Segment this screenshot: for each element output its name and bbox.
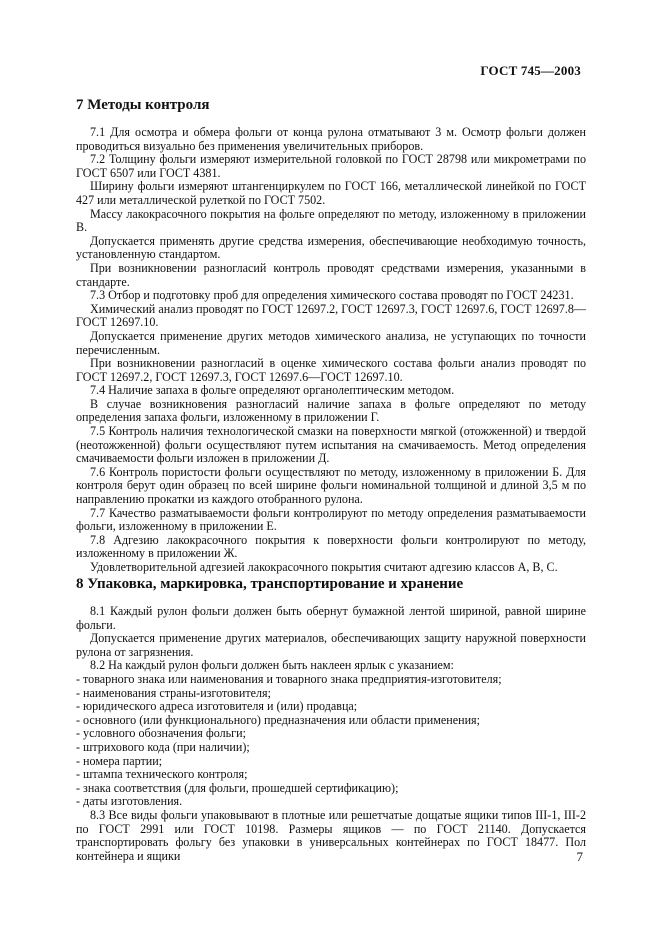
paragraph: - знака соответствия (для фольги, прошедшей сертификацию);	[76, 780, 399, 795]
paragraph: 7.8 Адгезию лакокрасочного покрытия к поверхности фольги контролируют по методу, изложенному в приложении Ж.	[76, 532, 586, 561]
paragraph: Массу лакокрасочного покрытия на фольге определяют по методу, изложенному в приложении В.	[76, 206, 586, 235]
paragraph: Ширину фольги измеряют штангенциркулем по ГОСТ 166, металлической линейкой по ГОСТ 427 или металлической рулеткой по ГОСТ 7502.	[76, 179, 586, 207]
paragraph: 7.5 Контроль наличия технологической смазки на поверхности мягкой (отожженной) и твердой (неотожженной) фольги осуществляют путем испытания на смачиваемость. Метод определения смачиваемости фольги изложен в приложении Д.	[76, 424, 586, 466]
section-8-heading: 8 Упаковка, маркировка, транспортирование и хранение	[76, 576, 464, 592]
paragraph: - основного (или функционального) предназначения или области применения;	[76, 712, 480, 727]
paragraph: 8.2 На каждый рулон фольги должен быть наклеен ярлык с указанием:	[90, 658, 454, 673]
section-7-body	[76, 126, 586, 575]
paragraph: Допускается применение других методов химического анализа, не уступающих по точности перечисленным.	[76, 328, 586, 357]
paragraph: 7.1 Для осмотра и обмера фольги от конца рулона отматывают 3 м. Осмотр фольги должен проводиться визуально без применения увеличительных приборов.	[76, 125, 586, 153]
document-code-header: ГОСТ 745—2003	[480, 63, 581, 78]
paragraph: 7.4 Наличие запаха в фольге определяют органолептическим методом.	[90, 383, 455, 398]
paragraph: - даты изготовления.	[76, 794, 183, 809]
paragraph: 7.3 Отбор и подготовку проб для определения химического состава проводят по ГОСТ 24231.	[90, 288, 574, 303]
paragraph: - наименования страны-изготовителя;	[76, 685, 271, 700]
paragraph: - юридического адреса изготовителя и (или) продавца;	[76, 699, 358, 714]
paragraph: Допускается применение других материалов, обеспечивающих защиту наружной поверхности рулона от загрязнения.	[76, 631, 586, 659]
paragraph: - штампа технического контроля;	[76, 767, 248, 782]
paragraph: Химический анализ проводят по ГОСТ 12697.2, ГОСТ 12697.3, ГОСТ 12697.6, ГОСТ 12697.8—ГОСТ 12697.10.	[76, 301, 586, 330]
paragraph: - штрихового кода (при наличии);	[76, 739, 250, 754]
paragraph: 7.2 Толщину фольги измеряют измерительной головкой по ГОСТ 28798 или микрометрами по ГОСТ 6507 или ГОСТ 4381.	[76, 152, 586, 180]
paragraph: При возникновении разногласий в оценке химического состава фольги анализ проводят по ГОСТ 12697.2, ГОСТ 12697.3, ГОСТ 12697.6—ГОСТ 12697.10.	[76, 356, 586, 384]
paragraph: - товарного знака или наименования и товарного знака предприятия-изготовителя;	[76, 671, 502, 686]
paragraph: 8.3 Все виды фольги упаковывают в плотные или решетчатые дощатые ящики типов III-1, III-2 по ГОСТ 2991 или ГОСТ 10198. Размеры ящиков — по ГОСТ 21140. Допускается транспортировать фольгу без упаковки в универсальных контейнерах по ГОСТ 18477. Пол контейнера и ящики	[76, 807, 586, 863]
paragraph: 8.1 Каждый рулон фольги должен быть обернут бумажной лентой шириной, равной ширине фольги.	[76, 604, 586, 632]
paragraph: При возникновении разногласий контроль проводят средствами измерения, указанными в стандарте.	[76, 260, 586, 289]
paragraph: 7.7 Качество разматываемости фольги контролируют по методу определения разматываемости фольги, изложенному в приложении Е.	[76, 505, 586, 534]
paragraph: В случае возникновения разногласий наличие запаха в фольге определяют по методу определения запаха фольги, изложенному в приложении Г.	[76, 396, 586, 425]
paragraph: - условного обозначения фольги;	[76, 726, 246, 741]
paragraph: Допускается применять другие средства измерения, обеспечивающие необходимую точность, установленную стандартом.	[76, 233, 586, 262]
paragraph: Удовлетворительной адгезией лакокрасочного покрытия считают адгезию классов А, В, С.	[90, 560, 558, 574]
section-7-heading: 7 Методы контроля	[76, 97, 210, 113]
page-number: 7	[576, 849, 583, 864]
section-8-body	[76, 605, 586, 863]
paragraph: - номера партии;	[76, 753, 163, 768]
paragraph: 7.6 Контроль пористости фольги осуществляют по методу, изложенному в приложении Б. Для контроля берут один образец по всей ширине фольги номинальной толщиной и длиной 3,5 м по направлению прокатки из каждого отобранного рулона.	[76, 464, 586, 507]
